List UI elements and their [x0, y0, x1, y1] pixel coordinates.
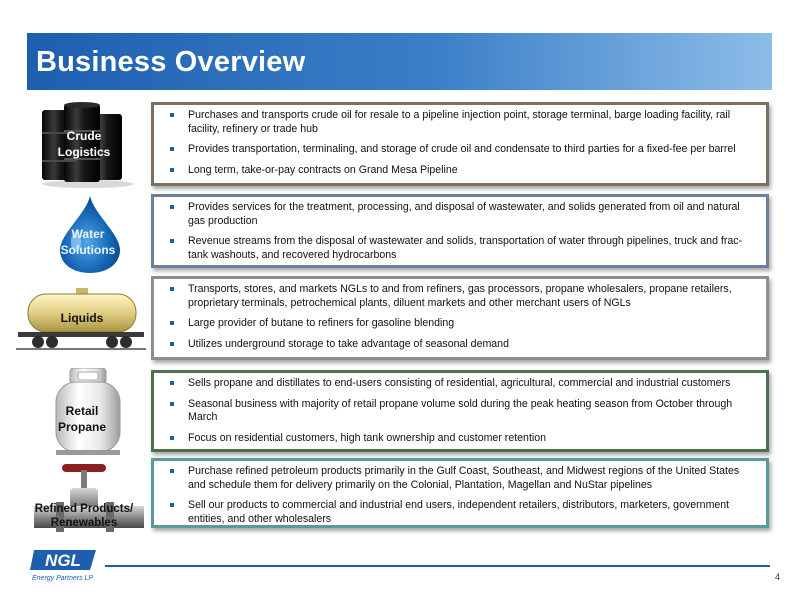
retail-propane-box: [151, 370, 769, 452]
bullet-icon: [170, 436, 174, 440]
bullet-icon: [170, 205, 174, 209]
list-item: Provides transportation, terminaling, and storage of crude oil and condensate to third parties for a fixed-fee per barrel: [168, 143, 756, 157]
refined-products-box: [151, 458, 769, 528]
list-item: Long term, take-or-pay contracts on Grand Mesa Pipeline: [168, 164, 756, 178]
segment-label-crude: Crude Logistics: [57, 129, 111, 159]
list-item: Focus on residential customers, high tank ownership and customer retention: [168, 432, 756, 446]
list-item: Revenue streams from the disposal of wastewater and solids, transportation of water through pipelines, truck and frac-tank washouts, and recovered hydrocarbons: [168, 235, 756, 262]
crude-logistics-box: [151, 102, 769, 186]
segment-label-water: Water Solutions: [60, 227, 116, 257]
bullet-icon: [170, 381, 174, 385]
liquids-box: [151, 276, 769, 360]
list-item: Sells propane and distillates to end-users consisting of residential, agricultural, commercial and industrial customers: [168, 377, 756, 391]
segment-label-liquids: Liquids: [60, 311, 104, 325]
page-number: 4: [775, 572, 781, 582]
bullet-icon: [170, 168, 174, 172]
list-item: Seasonal business with majority of retail propane volume sold during the peak heating season from October through March: [168, 398, 756, 425]
bullet-icon: [170, 239, 174, 243]
bullet-icon: [170, 342, 174, 346]
company-logo: [30, 546, 100, 582]
bullet-icon: [170, 469, 174, 473]
bullet-icon: [170, 503, 174, 507]
page-title: Business Overview: [36, 46, 306, 78]
segment-label-propane: Retail Propane: [57, 404, 106, 434]
list-item: Large provider of butane to refiners for gasoline blending: [168, 317, 756, 331]
logo-text: NGL: [45, 551, 81, 570]
header-banner: [27, 33, 772, 90]
bullet-icon: [170, 321, 174, 325]
bullet-icon: [170, 287, 174, 291]
list-item: Transports, stores, and markets NGLs to and from refiners, gas processors, propane wholesalers, propane retailers, proprietary terminals, petrochemical plants, diluent markets and other merchant users of NGLs: [168, 283, 756, 310]
footer-divider: [105, 565, 770, 567]
segment-label-refined: Refined Products/ Renewables: [34, 503, 134, 529]
list-item: Provides services for the treatment, processing, and disposal of wastewater, and solids generated from oil and natural gas production: [168, 201, 756, 228]
list-item: Purchase refined petroleum products primarily in the Gulf Coast, Southeast, and Midwest regions of the United States and schedule them for delivery primarily on the Colonial, Plantation, Magellan and NuStar pipelines: [168, 465, 756, 492]
water-solutions-box: [151, 194, 769, 268]
bullet-icon: [170, 113, 174, 117]
ngl-logo-icon: [30, 546, 100, 582]
bullet-icon: [170, 147, 174, 151]
list-item: Sell our products to commercial and industrial end users, independent retailers, distributors, marketers, government entities, and other wholesalers: [168, 499, 756, 526]
bullet-icon: [170, 402, 174, 406]
list-item: Utilizes underground storage to take advantage of seasonal demand: [168, 338, 756, 352]
list-item: Purchases and transports crude oil for resale to a pipeline injection point, storage terminal, barge loading facility, rail facility, refinery or trade hub: [168, 109, 756, 136]
logo-subtext: Energy Partners LP: [32, 575, 94, 582]
